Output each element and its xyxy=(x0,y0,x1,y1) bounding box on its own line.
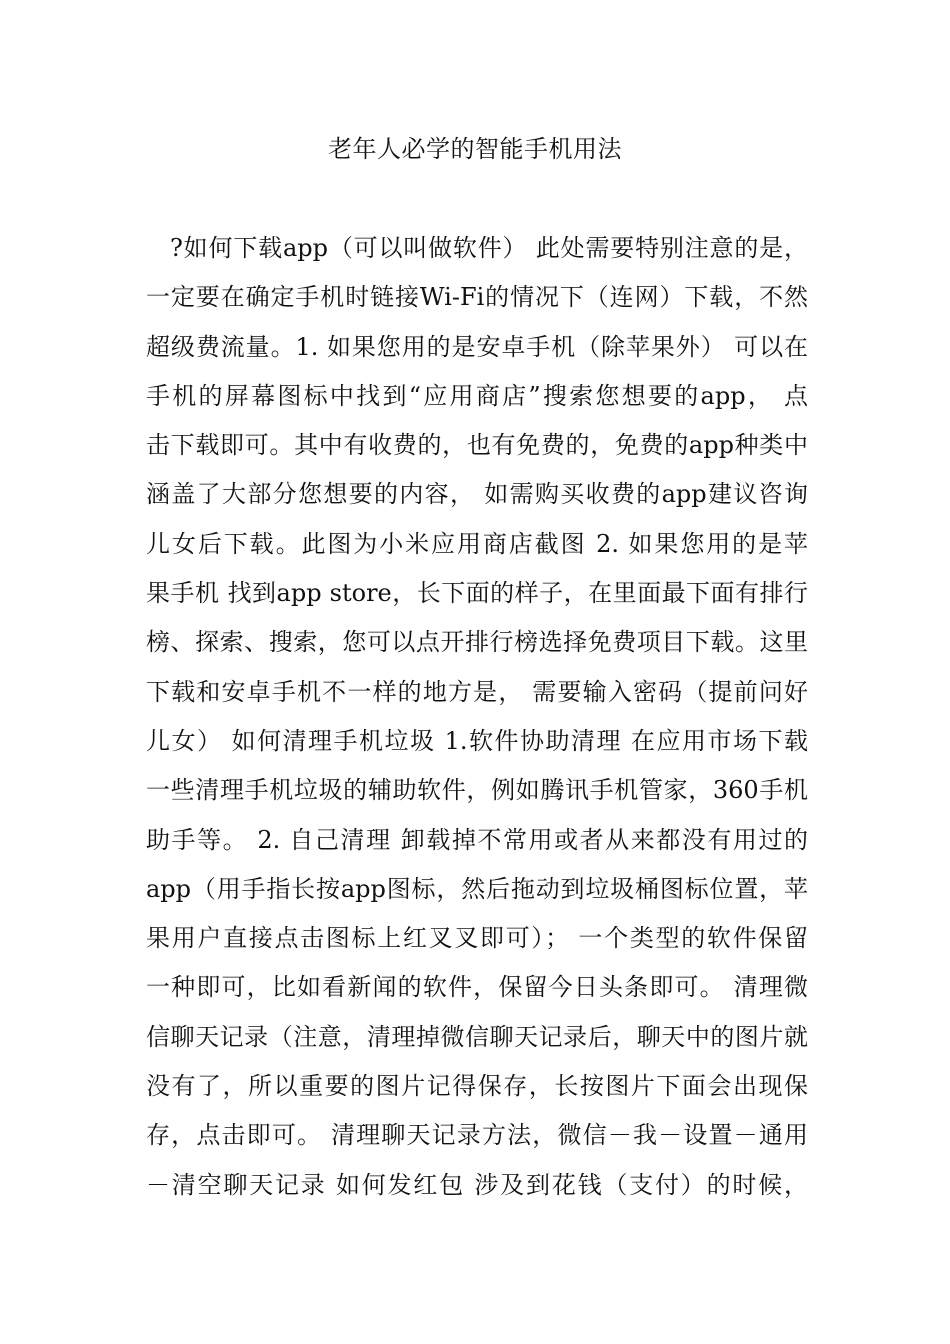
body-line: 击下载即可。其中有收费的，也有免费的，免费的app种类中 xyxy=(146,431,808,460)
body-line: 下载和安卓手机不一样的地方是， 需要输入密码（提前问好 xyxy=(146,677,808,706)
body-line: 涵盖了大部分您想要的内容， 如需购买收费的app建议咨询 xyxy=(146,480,808,509)
body-line: 信聊天记录（注意，清理掉微信聊天记录后，聊天中的图片就 xyxy=(146,1022,808,1051)
body-line: 没有了，所以重要的图片记得保存，长按图片下面会出现保 xyxy=(146,1072,808,1101)
body-line: 一定要在确定手机时链接Wi-Fi的情况下（连网）下载，不然 xyxy=(146,283,808,312)
body-line: 儿女） 如何清理手机垃圾 1.软件协助清理 在应用市场下载 xyxy=(146,726,808,755)
body-line: 一种即可，比如看新闻的软件，保留今日头条即可。 清理微 xyxy=(146,973,808,1002)
body-line: app（用手指长按app图标，然后拖动到垃圾桶图标位置，苹 xyxy=(146,874,808,903)
body-line: 存，点击即可。 清理聊天记录方法，微信－我－设置－通用 xyxy=(146,1121,808,1150)
body-line: 儿女后下载。此图为小米应用商店截图 2. 如果您用的是苹 xyxy=(146,529,808,558)
body-line: 手机的屏幕图标中找到“应用商店”搜索您想要的app， 点 xyxy=(146,381,808,410)
document-title: 老年人必学的智能手机用法 xyxy=(328,135,622,163)
body-line: 果手机 找到app store，长下面的样子，在里面最下面有排行 xyxy=(146,579,808,608)
body-line: 榜、探索、搜索，您可以点开排行榜选择免费项目下载。这里 xyxy=(146,628,808,657)
body-line: 果用户直接点击图标上红叉叉即可）； 一个类型的软件保留 xyxy=(146,924,808,953)
body-line: 一些清理手机垃圾的辅助软件，例如腾讯手机管家，360手机 xyxy=(146,776,808,805)
document-body xyxy=(146,224,808,1210)
body-line: 超级费流量。1. 如果您用的是安卓手机（除苹果外） 可以在 xyxy=(146,332,808,361)
body-line: 助手等。 2. 自己清理 卸载掉不常用或者从来都没有用过的 xyxy=(146,825,808,854)
body-line: ?如何下载app（可以叫做软件） 此处需要特别注意的是， xyxy=(170,234,808,262)
body-line: －清空聊天记录 如何发红包 涉及到花钱（支付）的时候， xyxy=(146,1170,808,1199)
